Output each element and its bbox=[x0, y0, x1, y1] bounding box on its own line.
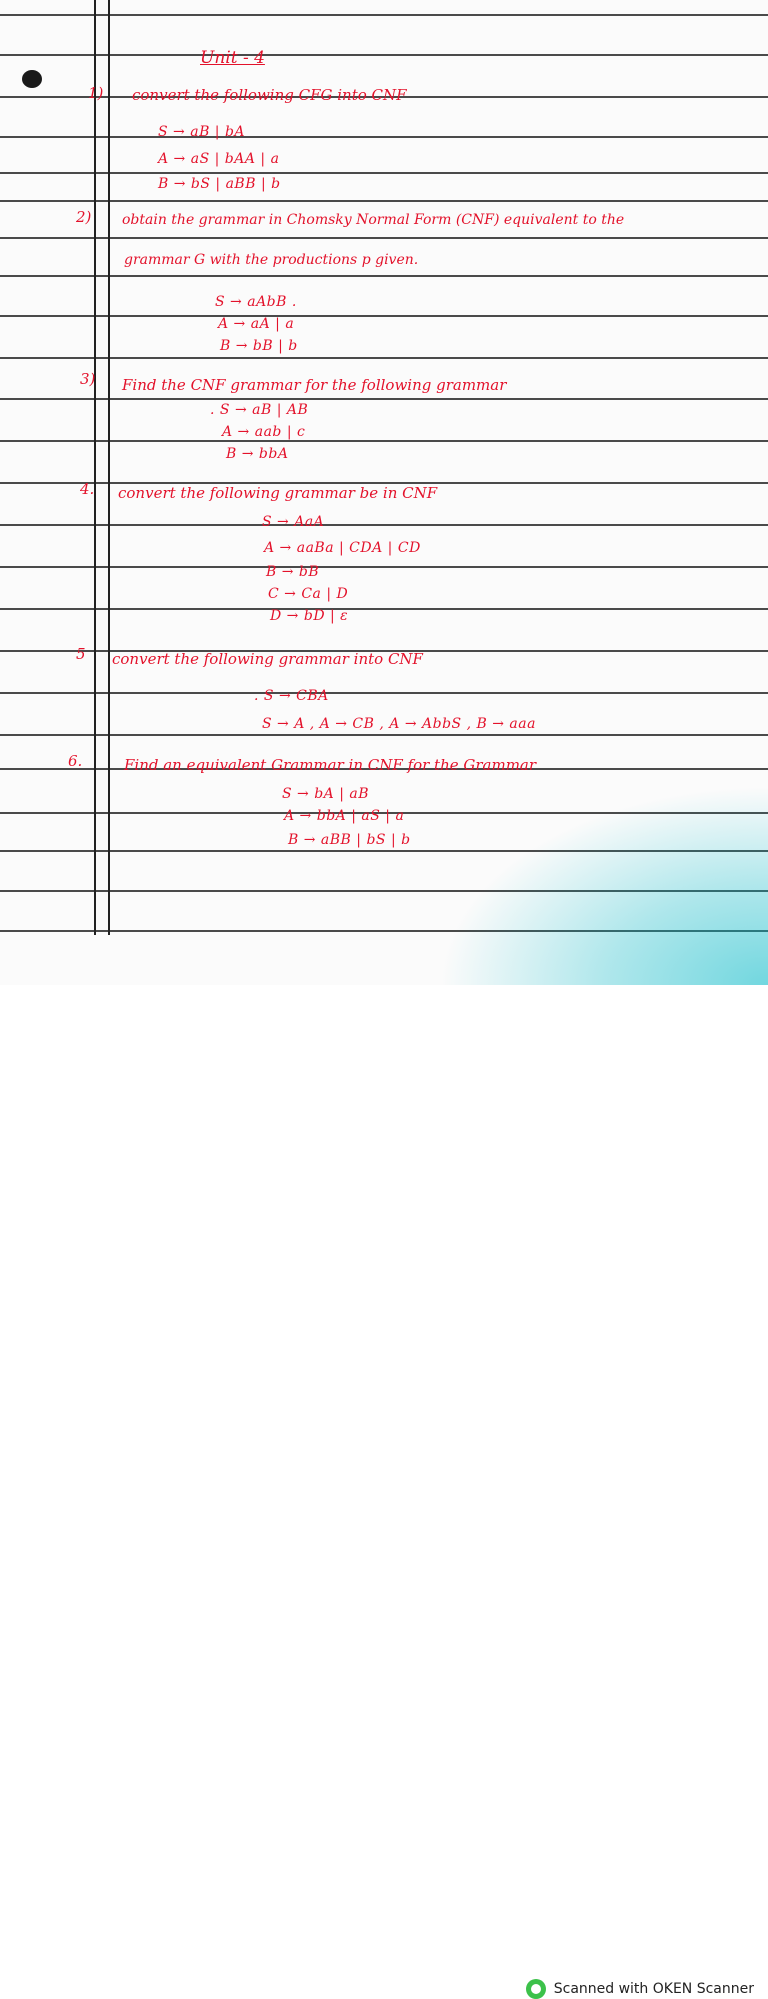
production-rule: . S → aB | AB bbox=[210, 402, 309, 418]
production-rule: A → aaBa | CDA | CD bbox=[264, 540, 421, 556]
production-rule: S → AaA bbox=[262, 514, 325, 530]
ruled-line bbox=[0, 200, 768, 202]
question-text: convert the following CFG into CNF bbox=[132, 86, 407, 104]
question-number: 2) bbox=[76, 208, 92, 226]
ruled-line bbox=[0, 524, 768, 526]
question-text: convert the following grammar be in CNF bbox=[118, 484, 438, 502]
question-text: grammar G with the productions p given. bbox=[124, 252, 419, 268]
ruled-line bbox=[0, 14, 768, 16]
production-rule: B → bbA bbox=[226, 446, 289, 462]
question-text: Find an equivalent Grammar in CNF for the Grammar bbox=[124, 756, 537, 774]
scanner-watermark bbox=[526, 1979, 754, 1999]
production-rule: S → aAbB . bbox=[215, 294, 297, 310]
question-number: 6. bbox=[68, 752, 83, 770]
ruled-line bbox=[0, 566, 768, 568]
question-text: convert the following grammar into CNF bbox=[112, 650, 423, 668]
production-rule: S → aB | bA bbox=[158, 124, 246, 140]
ruled-line bbox=[0, 734, 768, 736]
ruled-line bbox=[0, 692, 768, 694]
margin-line bbox=[94, 0, 96, 935]
question-text: Find the CNF grammar for the following grammar bbox=[122, 376, 507, 394]
question-number: 3) bbox=[80, 370, 96, 388]
production-rule: . S → CBA bbox=[254, 688, 329, 704]
ruled-line bbox=[0, 357, 768, 359]
ruled-line bbox=[0, 398, 768, 400]
scan-stain bbox=[438, 785, 768, 985]
margin-line bbox=[108, 0, 110, 935]
ruled-line bbox=[0, 315, 768, 317]
scanner-text: Scanned with OKEN Scanner bbox=[553, 1981, 754, 1997]
ruled-line bbox=[0, 275, 768, 277]
production-rule: B → bB bbox=[266, 564, 320, 580]
production-rule: D → bD | ε bbox=[270, 608, 349, 624]
binder-hole bbox=[22, 70, 42, 88]
ruled-line bbox=[0, 136, 768, 138]
production-rule: A → bbA | aS | a bbox=[284, 808, 405, 824]
page-title: Unit - 4 bbox=[200, 48, 265, 68]
production-rule: S → bA | aB bbox=[282, 786, 370, 802]
ruled-line bbox=[0, 237, 768, 239]
production-rule: A → aA | a bbox=[218, 316, 295, 332]
production-rule: C → Ca | D bbox=[268, 586, 349, 602]
question-number: 4. bbox=[80, 480, 95, 498]
ruled-line bbox=[0, 54, 768, 56]
ruled-line bbox=[0, 172, 768, 174]
production-rule: B → bS | aBB | b bbox=[158, 176, 281, 192]
scan-footer bbox=[0, 985, 768, 1997]
notebook-page bbox=[0, 0, 768, 985]
question-text: obtain the grammar in Chomsky Normal Form (CNF) equivalent to the bbox=[122, 212, 625, 228]
production-rule: B → aBB | bS | b bbox=[288, 832, 411, 848]
question-number: 1) bbox=[88, 84, 104, 102]
production-rule: A → aS | bAA | a bbox=[158, 151, 280, 167]
ruled-line bbox=[0, 608, 768, 610]
production-rule: S → A , A → CB , A → AbbS , B → aaa bbox=[262, 716, 536, 732]
scanner-logo-icon bbox=[526, 1979, 546, 1999]
production-rule: B → bB | b bbox=[220, 338, 298, 354]
production-rule: A → aab | c bbox=[222, 424, 306, 440]
question-number: 5 bbox=[76, 645, 86, 663]
ruled-line bbox=[0, 440, 768, 442]
